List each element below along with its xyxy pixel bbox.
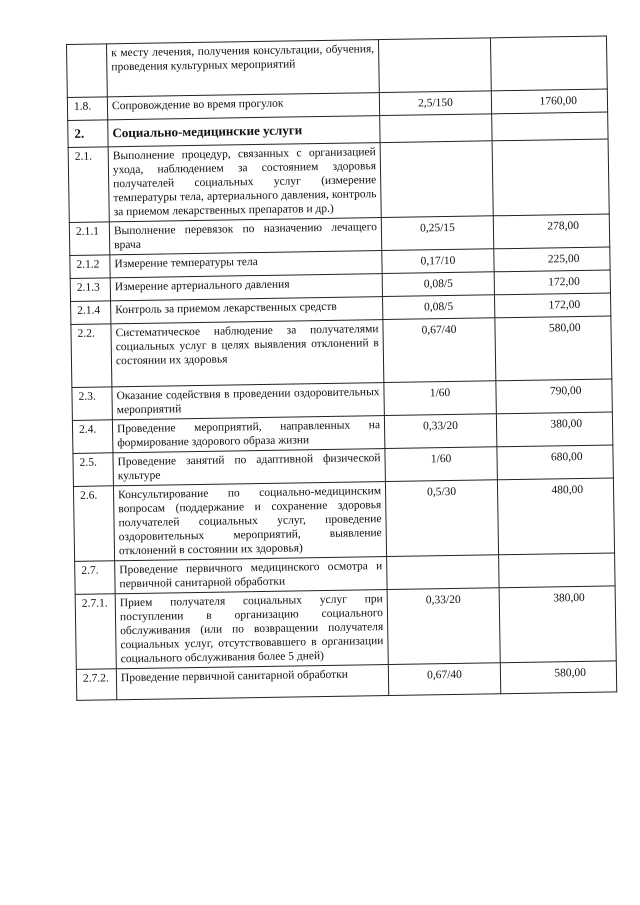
row-norm: 0,08/5: [383, 295, 495, 320]
table-row: [73, 478, 614, 561]
section-title: Социально-медицинские услуги: [108, 116, 380, 147]
row-price: [492, 112, 608, 141]
row-norm: 0,17/10: [382, 249, 494, 274]
row-description: Измерение температуры тела: [110, 251, 382, 278]
section-number: 2.: [68, 120, 108, 148]
row-price: [499, 553, 616, 588]
services-table: [66, 36, 617, 701]
table-row: [68, 139, 609, 222]
row-number: 2.2.: [71, 324, 112, 388]
row-number: 1.8.: [67, 97, 107, 121]
row-description: Оказание содействия в проведении оздоровительных мероприятий: [112, 383, 384, 420]
row-description: Проведение первичного медицинского осмотра и первичной санитарной обработки: [115, 557, 387, 594]
row-description: Проведение мероприятий, направленных на формирование здорового образа жизни: [112, 416, 384, 453]
table-row: [67, 36, 608, 97]
row-number: 2.4.: [72, 420, 113, 454]
row-number: 2.1.2: [70, 255, 110, 279]
row-price: [492, 139, 609, 216]
row-price: 580,00: [500, 661, 616, 694]
row-norm: [380, 141, 493, 218]
row-norm: 0,67/40: [383, 318, 496, 383]
table-row: [71, 316, 612, 387]
row-description: Проведение первичной санитарной обработки: [116, 665, 388, 700]
row-price: 278,00: [493, 214, 610, 249]
row-norm: 1/60: [384, 381, 497, 416]
row-price: 580,00: [495, 316, 612, 381]
row-price: 680,00: [497, 445, 614, 480]
row-number: 2.1.1: [69, 222, 110, 256]
document-sheet: [66, 36, 616, 701]
row-norm: 0,08/5: [382, 272, 494, 297]
row-number: 2.1.4: [71, 301, 111, 325]
table-row: [75, 586, 616, 669]
row-description: к месту лечения, получения консультации, обучения, проведения культурных мероприятий: [107, 40, 380, 97]
row-norm: 0,33/20: [387, 588, 500, 665]
row-price: 172,00: [494, 270, 610, 295]
row-norm: [378, 38, 491, 93]
row-price: 225,00: [494, 247, 610, 272]
row-norm: 0,5/30: [385, 480, 498, 557]
row-price: 172,00: [494, 293, 610, 318]
row-description: Выполнение перевязок по назначению лечащего врача: [109, 218, 381, 255]
row-norm: 0,25/15: [381, 216, 494, 251]
row-number: 2.1.3: [70, 278, 110, 302]
row-price: 1760,00: [491, 89, 607, 114]
row-description: Проведение занятий по адаптивной физической культуре: [113, 449, 385, 486]
row-description: Консультирование по социально-медицинским вопросам (поддержание и сохранение здоровья получателей социальных услуг, проведение оздоровительных мероприятий, выявление отклонений в состоянии их здоровья): [113, 482, 386, 561]
row-number: 2.3.: [72, 387, 113, 421]
row-norm: 0,67/40: [388, 663, 500, 696]
row-norm: [380, 114, 492, 143]
row-number: 2.7.: [75, 561, 116, 595]
row-norm: 0,33/20: [384, 414, 497, 449]
row-description: Контроль за приемом лекарственных средств: [111, 297, 383, 324]
row-price: 380,00: [496, 412, 613, 447]
row-number: 2.7.1.: [75, 594, 116, 670]
row-norm: [387, 555, 500, 590]
row-description: Измерение артериального давления: [110, 274, 382, 301]
row-price: 480,00: [497, 478, 614, 555]
row-price: [490, 36, 607, 91]
row-description: Сопровождение во время прогулок: [107, 93, 379, 120]
row-number: 2.5.: [73, 453, 114, 487]
row-norm: 1/60: [385, 447, 498, 482]
row-number: 2.7.2.: [76, 669, 116, 701]
row-number: [67, 44, 108, 98]
row-price: 790,00: [496, 379, 613, 414]
row-description: Систематическое наблюдение за получателями социальных услуг в целях выявления отклонений в состоянии их здоровья: [111, 320, 384, 387]
row-number: 2.1.: [68, 147, 109, 223]
row-number: 2.6.: [73, 486, 114, 562]
row-description: Выполнение процедур, связанных с организацией ухода, наблюдением за состоянием здоровья получателей социальных услуг (измерение температуры тела, артериального давления, контроль за приемом лекарственных препаратов и др.): [108, 143, 381, 222]
row-description: Прием получателя социальных услуг при поступлении в организацию социального обслуживания (или по возвращении получателя социальных услуг, отсутствовавшего в организации социального обслуживания более 5 дней): [115, 590, 388, 669]
row-norm: 2,5/150: [379, 91, 491, 116]
row-price: 380,00: [499, 586, 616, 663]
